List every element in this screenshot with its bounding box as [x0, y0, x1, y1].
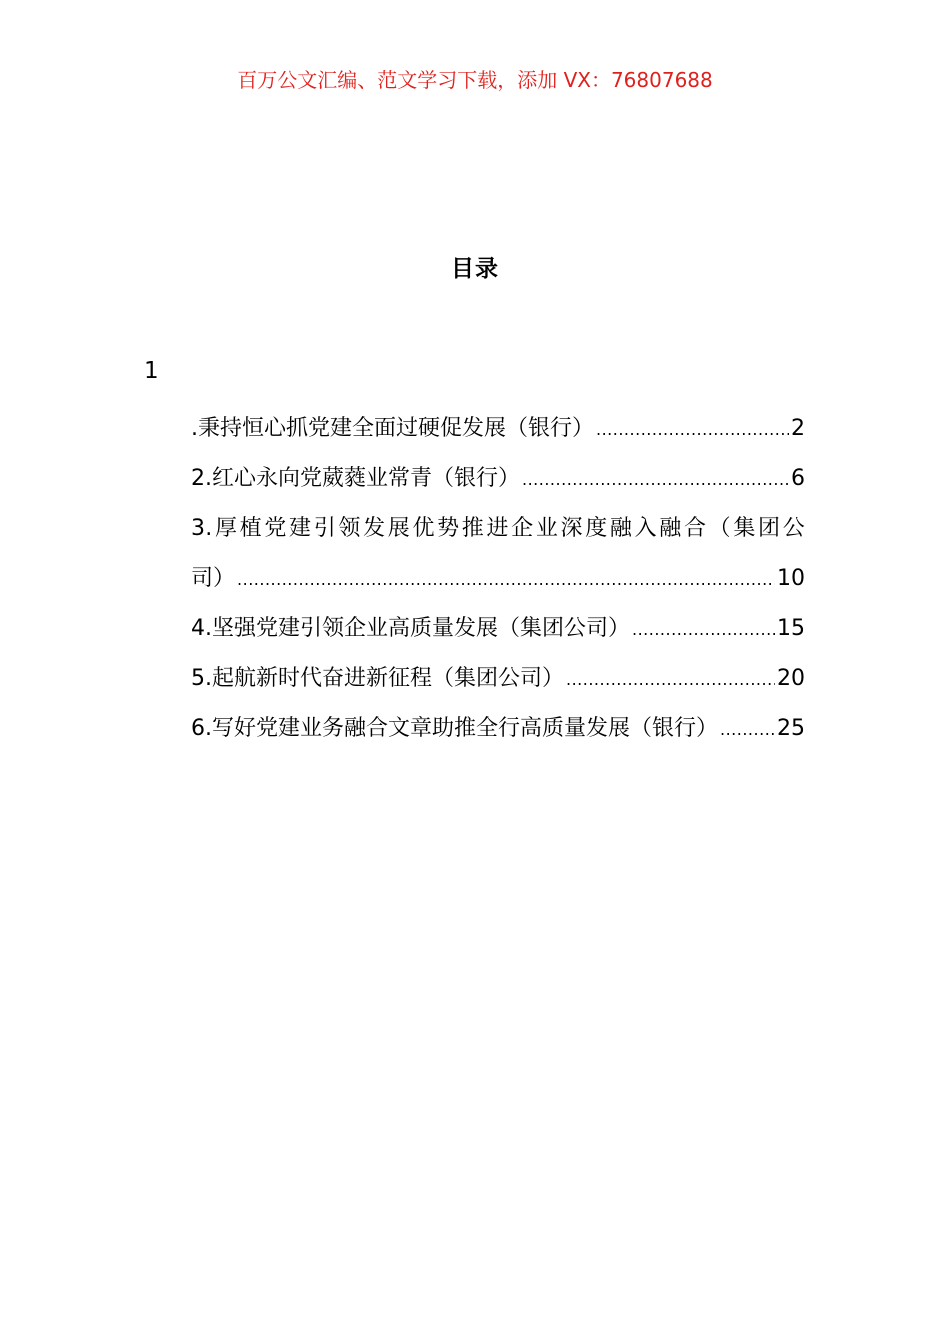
- toc-entry-title: 2.红心永向党葳蕤业常青（银行）: [191, 466, 520, 491]
- toc-entry-line2[interactable]: [191, 554, 805, 604]
- toc-entry-page: 6: [791, 466, 805, 491]
- toc-leader-dots: [632, 604, 775, 655]
- toc-section-number: 1: [144, 358, 159, 384]
- toc-entry-title: 6.写好党建业务融合文章助推全行高质量发展（银行）: [191, 716, 718, 741]
- toc-entry[interactable]: [191, 654, 805, 704]
- toc-entry-page: 20: [777, 666, 805, 691]
- toc-leader-dots: [566, 654, 775, 705]
- toc-entry[interactable]: [191, 404, 805, 454]
- toc-title: 目录: [451, 256, 499, 282]
- toc-entry-page: 2: [791, 416, 805, 441]
- toc-entry-title: .秉持恒心抓党建全面过硬促发展（银行）: [191, 416, 594, 441]
- header-banner: 百万公文汇编、范文学习下载，添加 VX：76807688: [237, 68, 713, 92]
- toc-entry[interactable]: [191, 704, 805, 754]
- toc-leader-dots: [720, 704, 775, 755]
- toc-entry-page: 10: [777, 566, 805, 591]
- toc-leader-dots: [522, 454, 789, 505]
- toc-entry-title-continued: 司）: [191, 566, 236, 591]
- toc-entry-title: 3.厚植党建引领发展优势推进企业深度融入融合（集团公: [191, 516, 805, 541]
- toc-entry-title: 4.坚强党建引领企业高质量发展（集团公司）: [191, 616, 630, 641]
- toc-entry-line1[interactable]: [191, 504, 805, 554]
- toc-list: [191, 404, 805, 754]
- toc-entry-page: 25: [777, 716, 805, 741]
- toc-entry-page: 15: [777, 616, 805, 641]
- toc-entry[interactable]: [191, 454, 805, 504]
- toc-leader-dots: [237, 554, 775, 605]
- toc-leader-dots: [596, 404, 789, 455]
- toc-entry-title: 5.起航新时代奋进新征程（集团公司）: [191, 666, 564, 691]
- toc-entry[interactable]: [191, 604, 805, 654]
